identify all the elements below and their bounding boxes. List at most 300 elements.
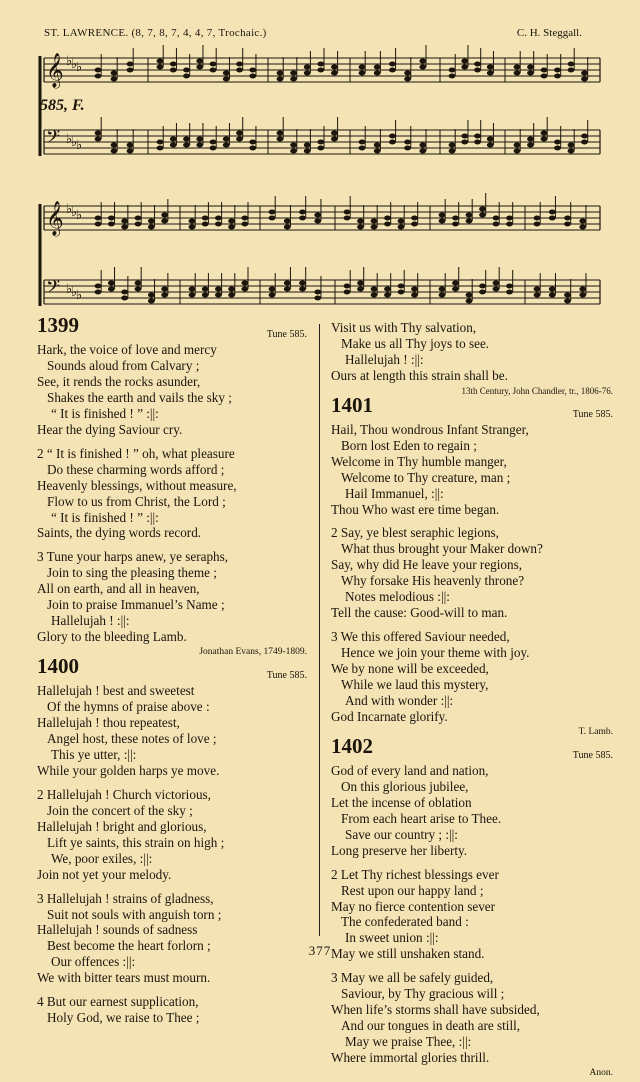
note-head	[452, 287, 459, 292]
note-head	[534, 216, 541, 221]
verse-line: Our offences :||:	[51, 954, 136, 970]
hymn-verses	[37, 342, 307, 645]
note-head	[384, 293, 391, 298]
note-head	[371, 293, 378, 298]
note-head	[299, 216, 306, 221]
note-head	[314, 290, 321, 295]
note-head	[371, 287, 378, 292]
note-head	[290, 71, 297, 76]
flat-icon: ♭	[66, 54, 73, 69]
note-head	[108, 287, 115, 292]
verse-line: Do these charming words afford ;	[47, 461, 225, 477]
note-head	[487, 71, 494, 76]
note-head	[357, 287, 364, 292]
note-head	[304, 65, 311, 70]
note-head	[269, 216, 276, 221]
verse-line: Join to praise Immanuel’s Name ;	[47, 597, 225, 613]
note-head	[317, 68, 324, 73]
note-head	[479, 290, 486, 295]
note-head	[223, 77, 230, 82]
note-head	[461, 65, 468, 70]
verse-line: 2 “ It is finished ! ” oh, what pleasure	[37, 445, 235, 461]
verse-line: “ It is finished ! ” :||:	[51, 405, 159, 421]
verse-line: From each heart arise to Thee.	[341, 810, 502, 826]
note-head	[317, 140, 324, 145]
verse-line: Flow to us from Christ, the Lord ;	[47, 493, 226, 509]
note-head	[228, 219, 235, 224]
note-head	[466, 213, 473, 218]
note-head	[241, 216, 248, 221]
hymn-tune-ref: Tune 585.	[572, 408, 613, 420]
note-head	[121, 225, 128, 230]
note-head	[404, 77, 411, 82]
note-head	[411, 293, 418, 298]
note-head	[541, 131, 548, 136]
note-head	[314, 296, 321, 301]
note-head	[189, 293, 196, 298]
note-head	[236, 62, 243, 67]
note-head	[202, 222, 209, 227]
note-head	[304, 71, 311, 76]
note-head	[514, 143, 521, 148]
note-head	[466, 299, 473, 304]
verse-line: Sounds aloud from Calvary ;	[47, 357, 200, 373]
verse-line: Long preserve her liberty.	[331, 842, 468, 858]
note-head	[344, 290, 351, 295]
note-head	[95, 131, 102, 136]
note-head	[568, 68, 575, 73]
note-head	[359, 140, 366, 145]
note-head	[161, 219, 168, 224]
hymn-number: 1402	[331, 733, 373, 758]
note-head	[241, 281, 248, 286]
stanza-gap	[331, 517, 613, 525]
note-head	[277, 71, 284, 76]
note-head	[404, 140, 411, 145]
note-head	[157, 65, 164, 70]
note-head	[344, 210, 351, 215]
hymn-header	[37, 654, 307, 683]
note-head	[111, 143, 118, 148]
note-head	[314, 219, 321, 224]
note-head	[404, 71, 411, 76]
hymn-number: 1401	[331, 392, 373, 417]
note-head	[121, 219, 128, 224]
verse-line: Rest upon our happy land ;	[341, 882, 484, 898]
note-head	[452, 281, 459, 286]
note-head	[527, 71, 534, 76]
right-column	[331, 320, 613, 1082]
note-head	[148, 225, 155, 230]
note-head	[581, 77, 588, 82]
note-head	[452, 222, 459, 227]
note-head	[161, 213, 168, 218]
verse-line: Born lost Eden to regain ;	[341, 437, 477, 453]
note-head	[223, 137, 230, 142]
verse-line: What thus brought your Maker down?	[341, 541, 543, 557]
note-head	[202, 216, 209, 221]
note-head	[371, 225, 378, 230]
note-head	[223, 71, 230, 76]
note-head	[493, 216, 500, 221]
verse-line: We, poor exiles, :||:	[51, 850, 153, 866]
note-head	[284, 219, 291, 224]
note-head	[506, 290, 513, 295]
note-head	[236, 68, 243, 73]
note-head	[419, 65, 426, 70]
verse-line: “ It is finished ! ” :||:	[51, 509, 159, 525]
note-head	[277, 77, 284, 82]
verse-line: This ye utter, :||:	[51, 746, 137, 762]
flat-icon: ♭	[76, 208, 83, 223]
verse-line: Visit us with Thy salvation,	[331, 320, 477, 335]
verse-line: 3 We this offered Saviour needed,	[331, 629, 510, 645]
verse-line: We with bitter tears must mourn.	[37, 970, 211, 986]
hymn-credit: Anon.	[589, 1068, 613, 1079]
note-head	[439, 293, 446, 298]
note-head	[371, 219, 378, 224]
verse-line: Make us all Thy joys to see.	[341, 335, 490, 351]
note-head	[196, 143, 203, 148]
left-column	[37, 313, 307, 1026]
note-head	[157, 59, 164, 64]
verse-line: Suit not souls with anguish torn ;	[47, 906, 222, 922]
verse-line: Join the concert of the sky ;	[47, 802, 193, 818]
treble-clef-icon: 𝄞	[46, 201, 64, 236]
note-head	[506, 216, 513, 221]
note-head	[579, 219, 586, 224]
verse-line: Glory to the bleeding Lamb.	[37, 629, 187, 645]
bass-clef-icon: 𝄢	[46, 127, 61, 152]
note-head	[121, 290, 128, 295]
note-head	[389, 68, 396, 73]
note-head	[541, 68, 548, 73]
note-head	[284, 287, 291, 292]
note-head	[290, 77, 297, 82]
flat-icon: ♭	[76, 138, 83, 153]
note-head	[170, 68, 177, 73]
staff-system-2-treble	[44, 193, 600, 237]
note-head	[161, 287, 168, 292]
note-head	[359, 65, 366, 70]
note-head	[389, 140, 396, 145]
note-head	[290, 149, 297, 154]
note-head	[506, 284, 513, 289]
verse-line: May we praise Thee, :||:	[345, 1034, 472, 1050]
note-head	[479, 207, 486, 212]
note-head	[236, 137, 243, 142]
note-head	[121, 296, 128, 301]
note-head	[157, 140, 164, 145]
hymn-number: 1399	[37, 313, 79, 337]
verse-line: Let the incense of oblation	[331, 794, 472, 810]
note-head	[564, 299, 571, 304]
hymn-header	[331, 733, 613, 763]
verse-line: 3 May we all be safely guided,	[331, 970, 494, 986]
note-head	[127, 149, 134, 154]
note-head	[568, 62, 575, 67]
note-head	[493, 281, 500, 286]
tune-name-meter: ST. LAWRENCE. (8, 7, 8, 7, 4, 4, 7, Trochaic.)	[44, 27, 267, 39]
verse-line: 4 But our earnest supplication,	[37, 994, 199, 1010]
note-head	[487, 65, 494, 70]
note-head	[228, 287, 235, 292]
note-head	[170, 137, 177, 142]
verse-line: While we laud this mystery,	[341, 677, 489, 693]
verse-line: 2 Hallelujah ! Church victorious,	[37, 786, 211, 802]
note-head	[581, 140, 588, 145]
verse-line: May no fierce contention sever	[331, 898, 496, 914]
note-head	[95, 222, 102, 227]
note-head	[228, 225, 235, 230]
note-head	[284, 281, 291, 286]
verse-line: Shakes the earth and vails the sky ;	[47, 389, 232, 405]
note-head	[290, 143, 297, 148]
verse-line: Hallelujah ! thou repeatest,	[37, 715, 180, 731]
note-head	[474, 68, 481, 73]
note-head	[314, 213, 321, 218]
note-head	[95, 74, 102, 79]
note-head	[108, 222, 115, 227]
verse-line: Saviour, by Thy gracious will ;	[341, 986, 505, 1002]
verse-line: God of every land and nation,	[331, 762, 489, 778]
verse-line: Lift ye saints, this strain on high ;	[47, 834, 225, 850]
note-head	[357, 225, 364, 230]
column-divider	[319, 324, 320, 936]
verse-line: Thou Who wast ere time began.	[331, 501, 500, 517]
note-head	[389, 134, 396, 139]
note-head	[527, 137, 534, 142]
note-head	[331, 131, 338, 136]
verse-line: All on earth, and all in heaven,	[37, 581, 200, 597]
flat-icon: ♭	[66, 202, 73, 217]
note-head	[299, 281, 306, 286]
note-head	[196, 65, 203, 70]
note-head	[398, 219, 405, 224]
verse-line: Hail Immanuel, :||:	[345, 485, 444, 501]
note-head	[461, 140, 468, 145]
note-head	[479, 213, 486, 218]
verse-line: And with wonder :||:	[345, 693, 454, 709]
staff-system-2-bass	[44, 267, 600, 304]
note-head	[249, 146, 256, 151]
note-head	[564, 293, 571, 298]
note-head	[474, 62, 481, 67]
note-head	[299, 210, 306, 215]
flat-icon: ♭	[71, 285, 78, 300]
verse-line: Hallelujah ! bright and glorious,	[37, 818, 207, 834]
verse-line: Ours at length this strain shall be.	[331, 367, 508, 383]
note-head	[317, 62, 324, 67]
note-head	[534, 222, 541, 227]
note-head	[157, 146, 164, 151]
hymn-verses	[331, 763, 613, 1066]
note-head	[374, 143, 381, 148]
note-head	[277, 137, 284, 142]
verse-line: And our tongues in death are still,	[341, 1018, 521, 1034]
note-head	[389, 62, 396, 67]
hymn-header	[331, 392, 613, 422]
note-head	[344, 216, 351, 221]
note-head	[568, 149, 575, 154]
note-head	[215, 216, 222, 221]
note-head	[249, 68, 256, 73]
note-head	[189, 225, 196, 230]
verse-line: 2 Let Thy richest blessings ever	[331, 866, 499, 882]
note-head	[189, 287, 196, 292]
flat-icon: ♭	[71, 57, 78, 72]
note-head	[215, 222, 222, 227]
note-head	[461, 59, 468, 64]
verse-line: We by none will be exceeded,	[331, 661, 489, 677]
note-head	[487, 143, 494, 148]
verse-line: Hallelujah ! sounds of sadness	[37, 922, 198, 938]
verse-line: May we still unshaken stand.	[331, 946, 485, 962]
note-head	[357, 281, 364, 286]
stanza-gap	[331, 621, 613, 629]
note-head	[474, 134, 481, 139]
note-head	[554, 140, 561, 145]
verse-line: Of the hymns of praise above :	[47, 699, 210, 715]
verse-line: In sweet union :||:	[345, 930, 439, 946]
verse-line: When life’s storms shall have subsided,	[331, 1002, 540, 1018]
verse-line: On this glorious jubilee,	[341, 778, 469, 794]
note-head	[135, 216, 142, 221]
note-head	[236, 131, 243, 136]
note-head	[210, 146, 217, 151]
note-head	[241, 287, 248, 292]
staff-system-1-bass	[44, 117, 600, 154]
note-head	[384, 287, 391, 292]
note-head	[183, 74, 190, 79]
verse-line: Hear the dying Saviour cry.	[37, 421, 183, 437]
note-head	[549, 293, 556, 298]
verse-line: Hallelujah ! :||:	[51, 613, 130, 629]
note-head	[419, 149, 426, 154]
note-head	[331, 71, 338, 76]
stanza-gap	[37, 986, 307, 994]
note-head	[534, 287, 541, 292]
note-head	[223, 143, 230, 148]
note-head	[269, 210, 276, 215]
note-head	[135, 281, 142, 286]
note-head	[202, 293, 209, 298]
note-head	[183, 68, 190, 73]
note-head	[493, 287, 500, 292]
verse-line: 2 Say, ye blest seraphic legions,	[331, 525, 499, 541]
note-head	[466, 293, 473, 298]
note-head	[579, 287, 586, 292]
note-head	[474, 140, 481, 145]
note-head	[183, 137, 190, 142]
note-head	[135, 287, 142, 292]
note-head	[461, 134, 468, 139]
note-head	[439, 219, 446, 224]
note-head	[527, 143, 534, 148]
hymn-tune-ref: Tune 585.	[266, 329, 307, 340]
note-head	[196, 59, 203, 64]
note-head	[374, 149, 381, 154]
verse-line: Why forsake His heavenly throne?	[341, 573, 525, 589]
note-head	[541, 137, 548, 142]
note-head	[514, 65, 521, 70]
note-head	[127, 143, 134, 148]
note-head	[374, 65, 381, 70]
note-head	[357, 219, 364, 224]
note-head	[541, 74, 548, 79]
note-head	[95, 284, 102, 289]
verse-line: Holy God, we raise to Thee ;	[47, 1010, 200, 1026]
note-head	[466, 219, 473, 224]
note-head	[170, 143, 177, 148]
flat-icon: ♭	[76, 60, 83, 75]
note-head	[135, 222, 142, 227]
verse-line: Say, why did He leave your regions,	[331, 557, 523, 573]
note-head	[549, 216, 556, 221]
hymn-1399	[37, 313, 307, 661]
note-head	[331, 137, 338, 142]
note-head	[506, 222, 513, 227]
note-head	[111, 77, 118, 82]
verse-line: Angel host, these notes of love ;	[47, 730, 217, 746]
flat-icon: ♭	[71, 205, 78, 220]
note-head	[419, 143, 426, 148]
note-head	[479, 284, 486, 289]
hymn-credit: Jonathan Evans, 1749-1809.	[199, 647, 307, 658]
note-head	[161, 293, 168, 298]
note-head	[249, 140, 256, 145]
note-head	[452, 216, 459, 221]
verse-line: Hence we join your theme with joy.	[341, 645, 530, 661]
note-head	[95, 68, 102, 73]
stanza-gap	[37, 779, 307, 787]
verse-line: Tell the cause: Good-will to man.	[331, 605, 508, 621]
note-head	[210, 140, 217, 145]
verse-line: Save our country ; :||:	[345, 826, 458, 842]
note-head	[398, 290, 405, 295]
note-head	[564, 216, 571, 221]
note-head	[487, 137, 494, 142]
verse-line: 3 Hallelujah ! strains of gladness,	[37, 890, 214, 906]
note-head	[439, 287, 446, 292]
verse-line: Welcome to Thy creature, man ;	[341, 469, 511, 485]
note-head	[581, 71, 588, 76]
note-head	[170, 62, 177, 67]
hymn-1400	[37, 654, 307, 1026]
note-head	[374, 71, 381, 76]
note-head	[419, 59, 426, 64]
note-head	[554, 74, 561, 79]
flat-icon: ♭	[76, 288, 83, 303]
note-head	[581, 134, 588, 139]
staff-system-1-treble	[44, 45, 600, 89]
note-head	[228, 293, 235, 298]
note-head	[196, 137, 203, 142]
note-head	[439, 213, 446, 218]
note-head	[411, 216, 418, 221]
note-head	[493, 222, 500, 227]
note-head	[384, 222, 391, 227]
note-head	[249, 74, 256, 79]
verse-line: Heavenly blessings, without measure,	[37, 477, 237, 493]
flat-icon: ♭	[71, 135, 78, 150]
hymn-number: 1400	[37, 654, 79, 679]
note-head	[215, 287, 222, 292]
note-head	[331, 65, 338, 70]
note-head	[269, 287, 276, 292]
note-head	[564, 222, 571, 227]
note-head	[317, 146, 324, 151]
